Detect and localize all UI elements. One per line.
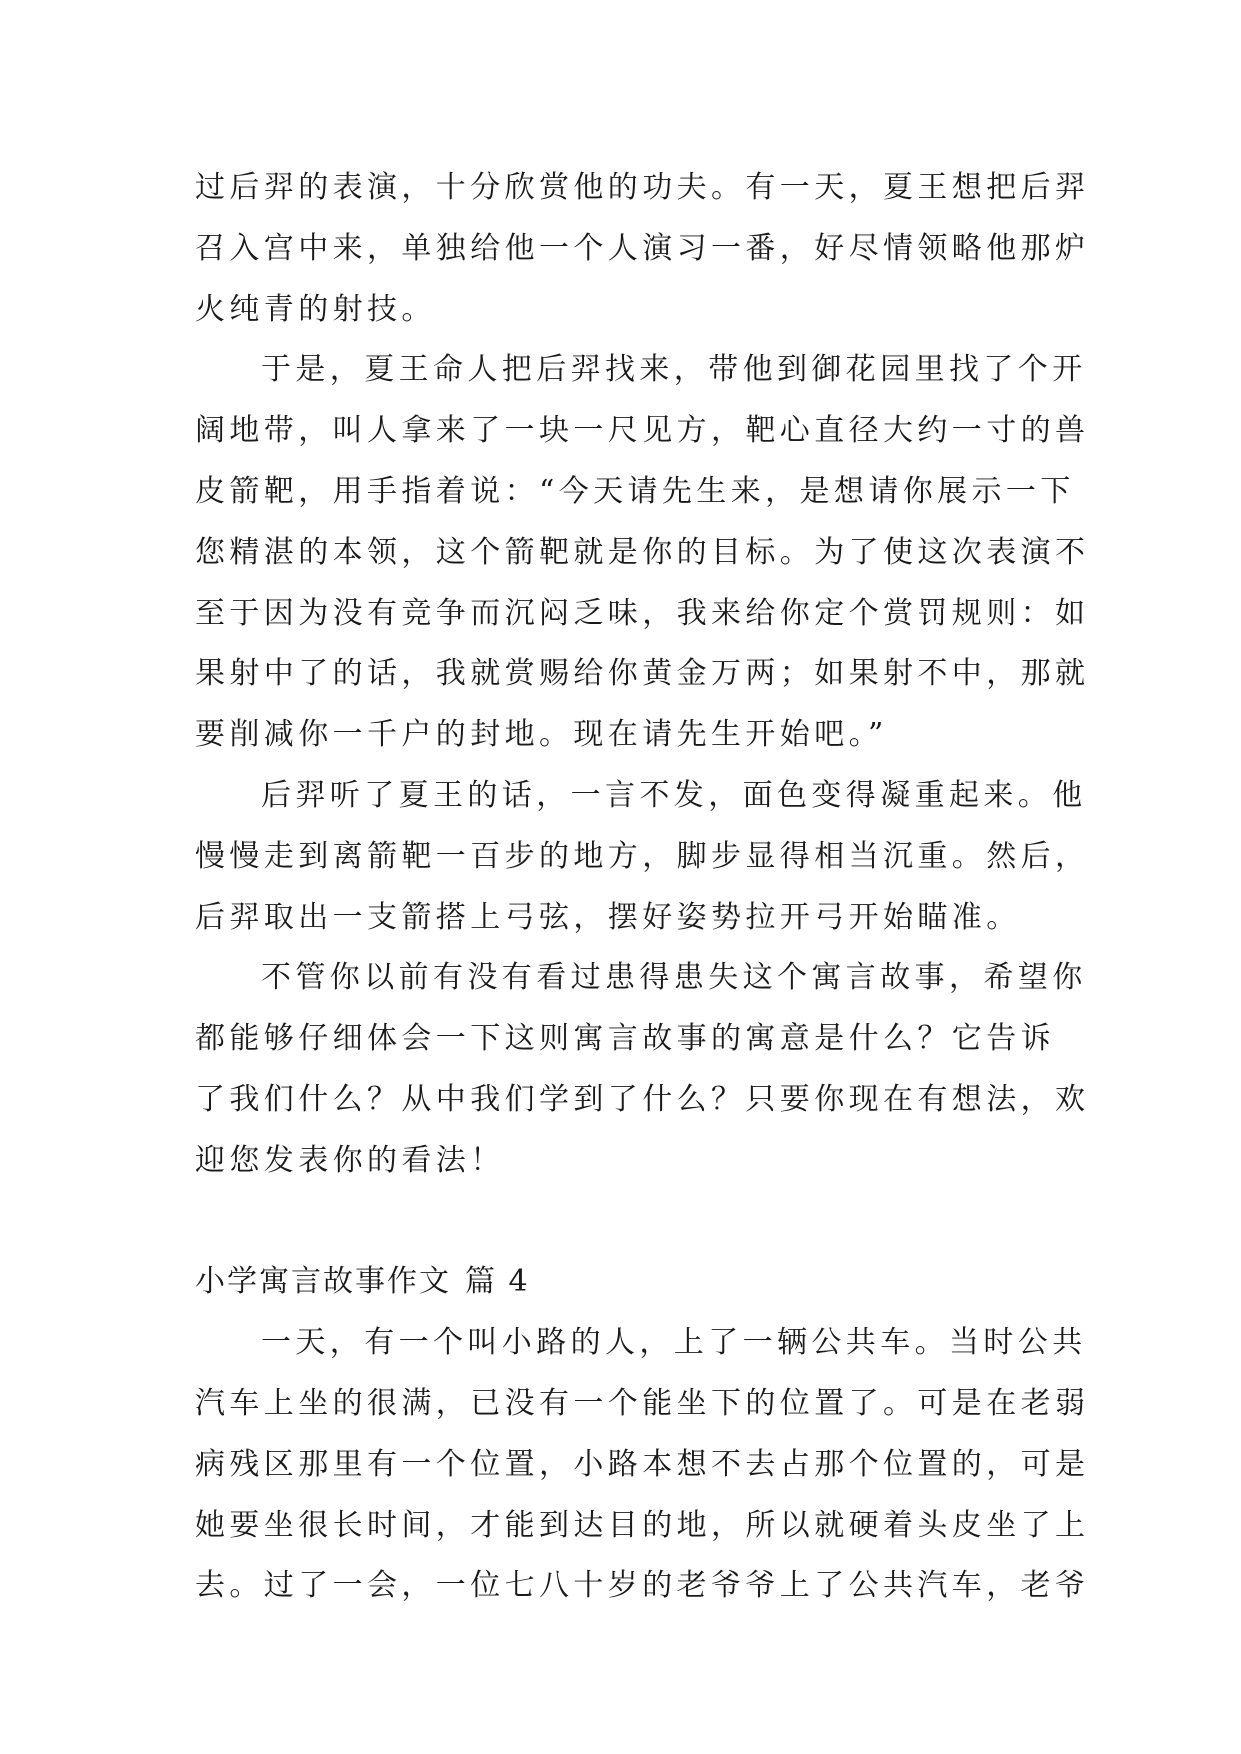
text-line: 慢慢走到离箭靶一百步的地方，脚步显得相当沉重。然后， [195,838,1090,874]
text-line: 她要坐很长时间，才能到达目的地，所以就硬着头皮坐了上 [195,1507,1090,1543]
text-line: 皮箭靶，用手指着说：“今天请先生来，是想请你展示一下 [195,473,1075,509]
paragraph [195,158,1090,340]
document-page [195,158,1090,1617]
section-gap [195,1192,1055,1253]
text-line: 阔地带，叫人拿来了一块一尺见方，靶心直径大约一寸的兽 [195,413,1090,449]
section-heading [195,1252,1055,1313]
text-line: 于是，夏王命人把后羿找来，带他到御花园里找了个开 [261,352,1087,388]
paragraph [195,1313,1090,1617]
text-line: 过后羿的表演，十分欣赏他的功夫。有一天，夏王想把后羿 [195,170,1090,205]
text-line: 都能够仔细体会一下这则寓言故事的寓意是什么？它告诉 [195,1021,1055,1057]
text-line: 不管你以前有没有看过患得患失这个寓言故事，希望你 [261,960,1087,996]
text-line: 后羿听了夏王的话，一言不发，面色变得凝重起来。他 [261,777,1087,813]
text-line: 后羿取出一支箭搭上弓弦，摆好姿势拉开弓开始瞄准。 [195,899,1021,935]
text-line: 汽车上坐的很满，已没有一个能坐下的位置了。可是在老弱 [195,1385,1090,1421]
text-line: 了我们什么？从中我们学到了什么？只要你现在有想法，欢 [195,1081,1090,1117]
paragraph [195,766,1090,948]
section-body-text [195,1313,1090,1617]
text-line: 至于因为没有竞争而沉闷乏味，我来给你定个赏罚规则：如 [195,595,1090,631]
text-line: 召入宫中来，单独给他一个人演习一番，好尽情领略他那炉 [195,230,1090,266]
text-line: 迎您发表你的看法！ [195,1142,505,1178]
text-line: 果射中了的话，我就赏赐给你黄金万两；如果射不中，那就 [195,656,1090,692]
text-line: 病残区那里有一个位置，小路本想不去占那个位置的，可是 [195,1446,1090,1482]
body-text [195,158,1090,1192]
section-number: 篇 4 [465,1264,530,1300]
section-title: 小学寓言故事作文 [195,1264,451,1300]
text-line: 去。过了一会，一位七八十岁的老爷爷上了公共汽车，老爷 [195,1568,1090,1604]
text-line: 您精湛的本领，这个箭靶就是你的目标。为了使这次表演不 [195,534,1090,570]
paragraph [195,340,1090,766]
text-line: 一天，有一个叫小路的人，上了一辆公共车。当时公共 [261,1325,1087,1361]
text-line: 要削减你一千户的封地。现在请先生开始吧。” [195,717,888,753]
text-line: 火纯青的射技。 [195,291,436,327]
paragraph [195,948,1090,1191]
